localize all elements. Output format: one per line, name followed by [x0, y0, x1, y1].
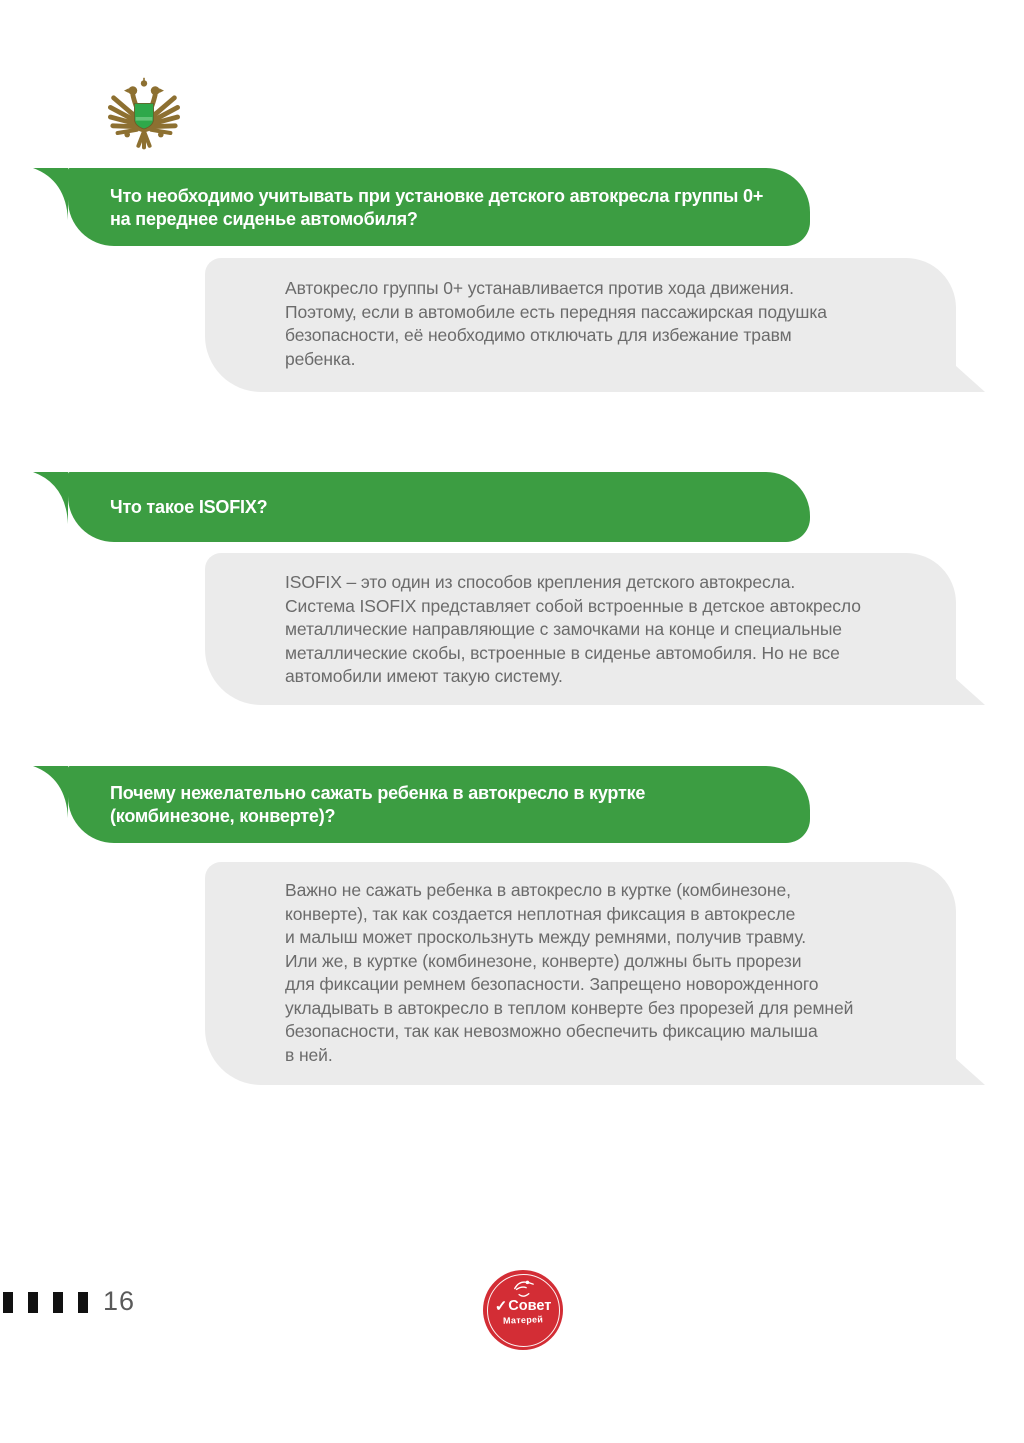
tick-mark	[78, 1292, 88, 1313]
question-bubble-1	[68, 168, 810, 246]
speech-tail-icon	[33, 766, 68, 818]
question-bubble-2	[68, 472, 810, 542]
question-text: Что такое ISOFIX?	[110, 497, 268, 517]
tick-mark	[53, 1292, 63, 1313]
speech-tail-icon	[956, 366, 985, 392]
eagle-emblem	[104, 77, 184, 153]
logo-subtitle: Матерей	[502, 1314, 544, 1326]
checkmark-icon: ✓	[494, 1298, 508, 1315]
answer-bubble-1	[205, 258, 956, 392]
logo-ring	[487, 1274, 560, 1347]
question-bubble-3	[68, 766, 810, 843]
speech-tail-icon	[956, 1059, 985, 1085]
page-number: 16	[103, 1286, 136, 1316]
page-ticks	[3, 1292, 88, 1313]
speech-tail-icon	[33, 168, 68, 220]
tick-mark	[3, 1292, 13, 1313]
answer-text: Автокресло группы 0+ устанавливается против хода движения. Поэтому, если в автомобиле есть передняя пассажирская подушка безопасности, её необходимо отключать для избежание травм ребенка.	[285, 278, 827, 369]
sovet-materey-logo	[483, 1270, 563, 1350]
answer-bubble-3	[205, 862, 956, 1085]
answer-bubble-2	[205, 553, 956, 705]
speech-tail-icon	[956, 679, 985, 705]
answer-text: Важно не сажать ребенка в автокресло в куртке (комбинезоне, конверте), так как создается неплотная фиксация в автокресле и малыш может проскользнуть между ремнями, получив травму. Или же, в куртке (комбинезоне, конверте) должны быть прорези для фиксации ремнем безопасности. Запрещено новорожденного укладывать в автокресло в теплом конверте без прорезей для ремней безопасности, так как невозможно обеспечить фиксацию малыша в ней.	[285, 880, 854, 1065]
tick-mark	[28, 1292, 38, 1313]
question-text: Что необходимо учитывать при установке детского автокресла группы 0+ на переднее сиденье автомобиля?	[110, 186, 764, 229]
question-text: Почему нежелательно сажать ребенка в автокресло в куртке (комбинезоне, конверте)?	[110, 783, 646, 826]
logo-title-text: Совет	[508, 1298, 552, 1314]
speech-tail-icon	[33, 472, 68, 524]
answer-text: ISOFIX – это один из способов крепления детского автокресла. Система ISOFIX представляет собой встроенные в детское автокресло металлические направляющие с замочками на конце и специальные металлические скобы, встроенные в сиденье автомобиля. Но не все автомобили имеют такую систему.	[285, 572, 861, 686]
